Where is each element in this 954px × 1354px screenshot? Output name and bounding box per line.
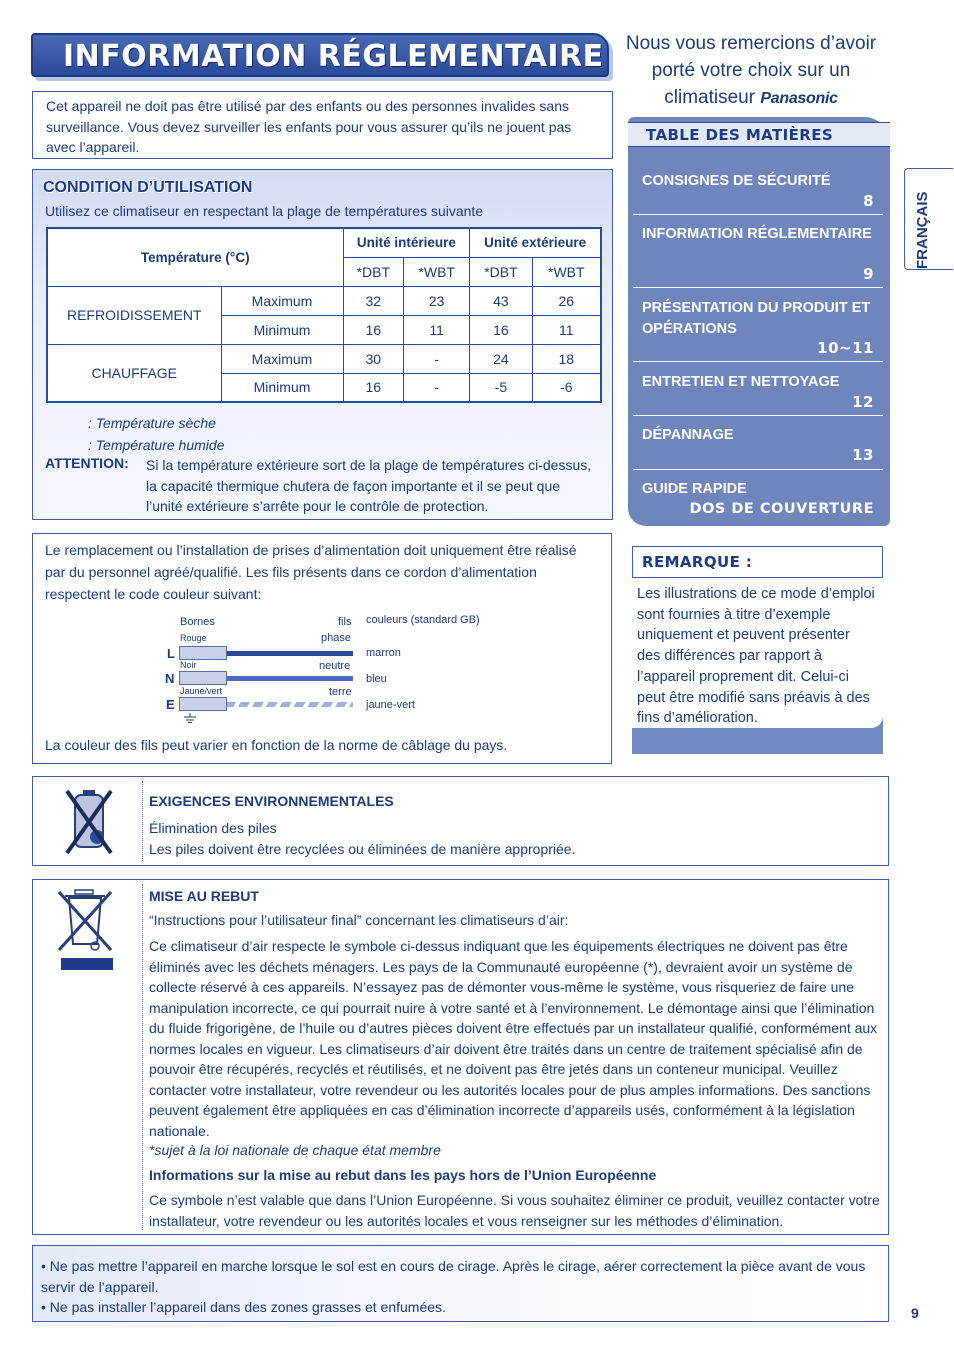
remark-header: [632, 546, 883, 578]
attention-text: Si la température extérieure sort de la plage de températures ci-dessus, la capacité thermique chutera de façon importante et il se peut que l’unité extérieure s’arrête pour le contrôle de protection.: [146, 457, 592, 514]
label-terre: terre: [329, 686, 352, 698]
wiring-section: [32, 533, 612, 764]
toc-divider: [633, 361, 883, 362]
table-cell: 11: [532, 315, 601, 344]
attention-label: ATTENTION:: [45, 455, 129, 471]
table-cell: 30: [343, 344, 404, 373]
label-bleu: bleu: [366, 673, 387, 685]
label-marron: marron: [366, 647, 401, 659]
toc-item-label: DÉPANNAGE: [642, 427, 734, 443]
disposal-quote: “Instructions pour l’utilisateur final” concernant les climatiseurs d’air:: [149, 912, 569, 928]
note-bullet: • Ne pas mettre l’appareil en marche lorsque le sol est en cours de cirage. Après le cirage, aérer correctement la pièce avant de vous servir de l’appareil.: [41, 1258, 866, 1295]
disposal-main-text: Ce climatiseur d’air respecte le symbole ci-dessus indiquant que les équipements électriques ne doivent pas être éliminés avec les déchets ménagers. Les pays de la Communauté européenne (*), devraient avoir un système de collecte réservé à ces appareils. N’essayez pas de démonter vous-même le système, vous risqueriez de faire une manipulation incorrecte, ce qui pourrait nuire à votre santé et à l’environnement. Le démontage ainsi que l’élimination du fluide frigorigène, de l’huile ou d’autres pièces doivent être effectués par un installateur qualifié, conformément aux normes locales en vigueur. Les climatiseurs d’air doivent être traités dans un centre de traitement spécialisé afin de pouvoir être récupérés, recyclés et réutilisés, et ne doivent pas être jetés dans un conteneur municipal. Veuillez contacter votre installateur, votre revendeur ou les autorités locales pour de plus amples informations. Des sanctions peuvent également être appliquées en cas d’élimination incorrecte d’appareils usés, conformément à la législation nationale.: [149, 938, 878, 1139]
terminal-block-E: [179, 697, 227, 711]
remark-section: [632, 546, 883, 754]
remark-header-label: REMARQUE :: [642, 553, 753, 571]
toc-header: [628, 122, 890, 147]
condition-title: CONDITION D’UTILISATION: [43, 179, 253, 196]
toc-item-page: DOS DE COUVERTURE: [689, 501, 874, 517]
table-cell: 43: [470, 286, 532, 315]
toc-item-label: PRÉSENTATION DU PRODUIT ET OPÉRATIONS: [642, 300, 871, 337]
table-cell: -: [404, 344, 470, 373]
wire-phase: [227, 651, 353, 656]
table-row: [47, 344, 601, 373]
toc-divider: [633, 469, 883, 470]
table-cell: 26: [532, 286, 601, 315]
table-legend: [88, 412, 224, 456]
table-cell: 24: [470, 344, 532, 373]
wiring-diagram: [163, 612, 493, 724]
note-bullet: • Ne pas installer l’appareil dans des zones grasses et enfumées.: [41, 1299, 446, 1315]
thanks-line-3-text: climatiseur: [664, 87, 756, 108]
table-header-wbt: *WBT: [404, 257, 470, 286]
thanks-text: [621, 30, 881, 112]
condition-section: [32, 169, 613, 520]
toc-header-label: TABLE DES MATIÈRES: [646, 126, 834, 144]
table-of-contents: [628, 117, 890, 526]
terminal-block-N: [179, 671, 227, 685]
page-title-banner: [31, 33, 609, 77]
label-bornes: Bornes: [180, 616, 215, 628]
environment-section: [32, 776, 889, 866]
environment-title: EXIGENCES ENVIRONNEMENTALES: [149, 793, 394, 809]
toc-item-label: CONSIGNES DE SÉCURITÉ: [642, 173, 831, 189]
label-phase: phase: [321, 632, 351, 644]
crossed-battery-icon: [61, 787, 117, 857]
terminal-L: L: [167, 646, 175, 661]
toc-item-troubleshooting[interactable]: [628, 425, 884, 465]
section-divider: [142, 884, 143, 1230]
toc-divider: [633, 214, 883, 215]
table-row: [47, 286, 601, 315]
wiring-footer: La couleur des fils peut varier en fonction de la norme de câblage du pays.: [45, 737, 508, 753]
table-header-indoor: Unité intérieure: [343, 228, 470, 257]
label-fils: fils: [338, 616, 352, 628]
remark-body: [632, 578, 883, 754]
toc-item-page: 12: [852, 393, 874, 411]
toc-item-quickguide[interactable]: [628, 479, 884, 519]
environment-text: [149, 818, 575, 859]
disposal-outside-text: Ce symbole n’est valable que dans l’Union Européenne. Si vous souhaitez éliminer ce produit, veuillez contacter votre installateur, votre revendeur ou les autorités locales et vous renseigner sur les méthodes d’élimination.: [149, 1192, 880, 1229]
label-noir: Noir: [180, 660, 197, 670]
table-cell: -: [404, 373, 470, 402]
table-cell-level: Minimum: [221, 373, 343, 402]
crossed-bin-icon: [55, 888, 119, 970]
language-label: FRANÇAIS: [914, 191, 931, 269]
disposal-note: *sujet à la loi nationale de chaque état membre: [149, 1142, 441, 1158]
table-header-dbt: *DBT: [470, 257, 532, 286]
table-cell: -6: [532, 373, 601, 402]
table-cell: 23: [404, 286, 470, 315]
disposal-outside-title: Informations sur la mise au rebut dans les pays hors de l’Union Européenne: [149, 1167, 657, 1183]
wiring-text: Le remplacement ou l’installation de prises d’alimentation doit uniquement être réalisé par du personnel agréé/qualifié. Les fils présents dans ce cordon d’alimentation respectent le code couleur suivant:: [45, 542, 577, 602]
terminal-N: N: [165, 671, 175, 686]
table-cell: 16: [343, 315, 404, 344]
remark-text: Les illustrations de ce mode d’emploi sont fournies à titre d’exemple uniquement et peuvent présenter des différences par rapport à l’appareil proprement dit. Celui-ci peut être modifié sans préavis à des fins d’amélioration.: [637, 586, 875, 727]
toc-item-page: 9: [863, 265, 874, 283]
toc-item-safety[interactable]: [628, 171, 884, 211]
toc-item-product[interactable]: [628, 298, 884, 358]
table-cell: 18: [532, 344, 601, 373]
environment-line-1: Élimination des piles: [149, 820, 277, 836]
table-cell-level: Minimum: [221, 315, 343, 344]
toc-divider: [633, 287, 883, 288]
thanks-line-3: [621, 84, 881, 112]
wire-neutral: [227, 676, 353, 681]
table-cell: 32: [343, 286, 404, 315]
terminal-E: E: [166, 697, 175, 712]
table-header-row: [47, 228, 601, 257]
table-cell-mode: CHAUFFAGE: [47, 344, 221, 402]
thanks-line-2: porté votre choix sur un: [651, 60, 851, 81]
toc-item-page: 10~11: [817, 339, 874, 357]
table-cell-mode: REFROIDISSEMENT: [47, 286, 221, 344]
legend-wet: : Température humide: [88, 437, 225, 453]
table-header-wbt: *WBT: [532, 257, 601, 286]
table-cell: 16: [470, 315, 532, 344]
environment-line-2: Les piles doivent être recyclées ou éliminées de manière appropriée.: [149, 840, 576, 857]
table-cell: -5: [470, 373, 532, 402]
label-jaune: Jaune/vert: [180, 686, 223, 696]
label-jaunevert: jaune-vert: [366, 699, 415, 711]
toc-item-page: 8: [863, 192, 874, 210]
section-divider: [142, 781, 143, 861]
condition-subtitle: Utilisez ce climatiseur en respectant la plage de températures suivante: [45, 203, 484, 219]
toc-item-label: GUIDE RAPIDE: [642, 481, 747, 497]
disposal-section: [32, 879, 889, 1235]
table-cell-level: Maximum: [221, 286, 343, 315]
thanks-line-1: Nous vous remercions d’avoir: [625, 33, 877, 54]
remark-inner: [632, 578, 883, 728]
table-header-dbt: *DBT: [343, 257, 404, 286]
page-title: INFORMATION RÉGLEMENTAIRE: [63, 39, 604, 74]
table-cell: 11: [404, 315, 470, 344]
child-warning-box: [32, 91, 613, 159]
page-number: 9: [911, 1305, 919, 1321]
toc-item-label: INFORMATION RÉGLEMENTAIRE: [642, 226, 872, 242]
table-header-outdoor: Unité extérieure: [470, 228, 601, 257]
toc-divider: [633, 415, 883, 416]
temperature-table: [46, 227, 602, 403]
terminal-block-L: [179, 646, 227, 660]
brand-logo: Panasonic: [760, 90, 838, 107]
label-neutre: neutre: [319, 660, 351, 672]
language-tab: [904, 168, 953, 270]
ground-icon: [183, 713, 197, 723]
toc-item-maintenance[interactable]: [628, 372, 884, 412]
toc-item-label: ENTRETIEN ET NETTOYAGE: [642, 374, 840, 390]
label-std: couleurs (standard GB): [366, 614, 480, 626]
table-header-temp: Température (°C): [47, 228, 343, 286]
toc-item-page: 13: [852, 446, 874, 464]
disposal-title: MISE AU REBUT: [149, 888, 259, 904]
wire-earth: [227, 702, 353, 707]
notes-section: [32, 1245, 889, 1322]
table-cell: 16: [343, 373, 404, 402]
toc-item-regulatory[interactable]: [628, 224, 884, 284]
table-cell-level: Maximum: [221, 344, 343, 373]
label-rouge: Rouge: [180, 633, 207, 643]
legend-dry: : Température sèche: [88, 415, 216, 431]
child-warning-text: Cet appareil ne doit pas être utilisé par des enfants ou des personnes invalides sans surveillance. Vous devez surveiller les enfants pour vous assurer qu’ils ne jouent pas avec l’appareil.: [46, 98, 572, 155]
